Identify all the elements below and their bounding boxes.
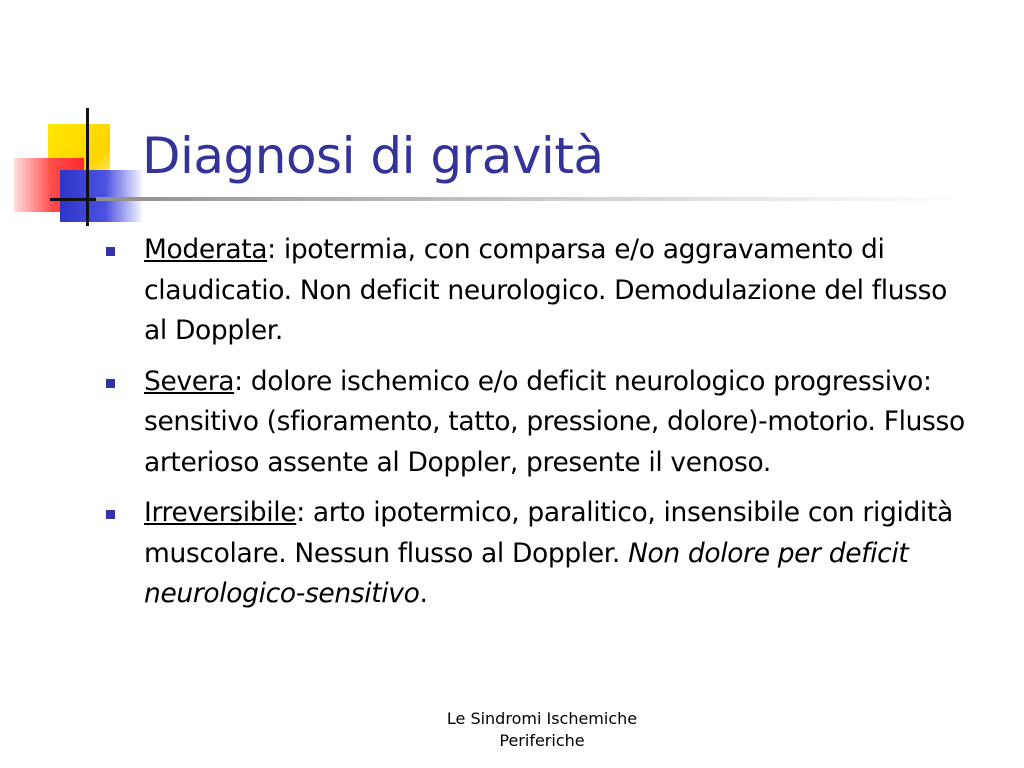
footer-line-2: Periferiche bbox=[499, 731, 585, 750]
title-underline-rule bbox=[96, 197, 966, 201]
vertical-line bbox=[86, 108, 89, 226]
slide-title: Diagnosi di gravità bbox=[142, 127, 604, 185]
square-bullet-icon bbox=[106, 247, 115, 256]
bullet-italic-text: Non dolore per deficit neurologico-sensitivo bbox=[144, 537, 909, 609]
footer-line-1: Le Sindromi Ischemiche bbox=[446, 709, 638, 728]
bullet-text: : dolore ischemico e/o deficit neurologico progressivo: sensitivo (sfioramento, tatto, pressione, dolore)-motorio. Flusso arterioso assente al Doppler, presente il venoso. bbox=[144, 365, 965, 478]
bullet-item-irreversibile bbox=[106, 493, 966, 615]
slide-footer bbox=[410, 708, 674, 752]
bullet-list bbox=[106, 230, 966, 625]
bullet-term: Moderata bbox=[144, 234, 268, 265]
bullet-term: Severa bbox=[144, 365, 235, 397]
bullet-text: : ipotermia, con comparsa e/o aggravamento di claudicatio. Non deficit neurologico. Demodulazione del flusso al Doppler. bbox=[144, 234, 947, 346]
decorative-logo bbox=[0, 0, 150, 240]
blue-square bbox=[60, 170, 142, 222]
bullet-item-severa bbox=[106, 362, 966, 484]
square-bullet-icon bbox=[106, 379, 115, 388]
bullet-term: Irreversibile bbox=[144, 497, 297, 528]
bullet-item-moderata bbox=[106, 230, 966, 352]
bullet-end-punctuation: . bbox=[419, 578, 428, 609]
square-bullet-icon bbox=[106, 510, 115, 519]
bullet-text: : arto ipotermico, paralitico, insensibile con rigidità muscolare. Nessun flusso al Doppler. bbox=[144, 497, 953, 569]
